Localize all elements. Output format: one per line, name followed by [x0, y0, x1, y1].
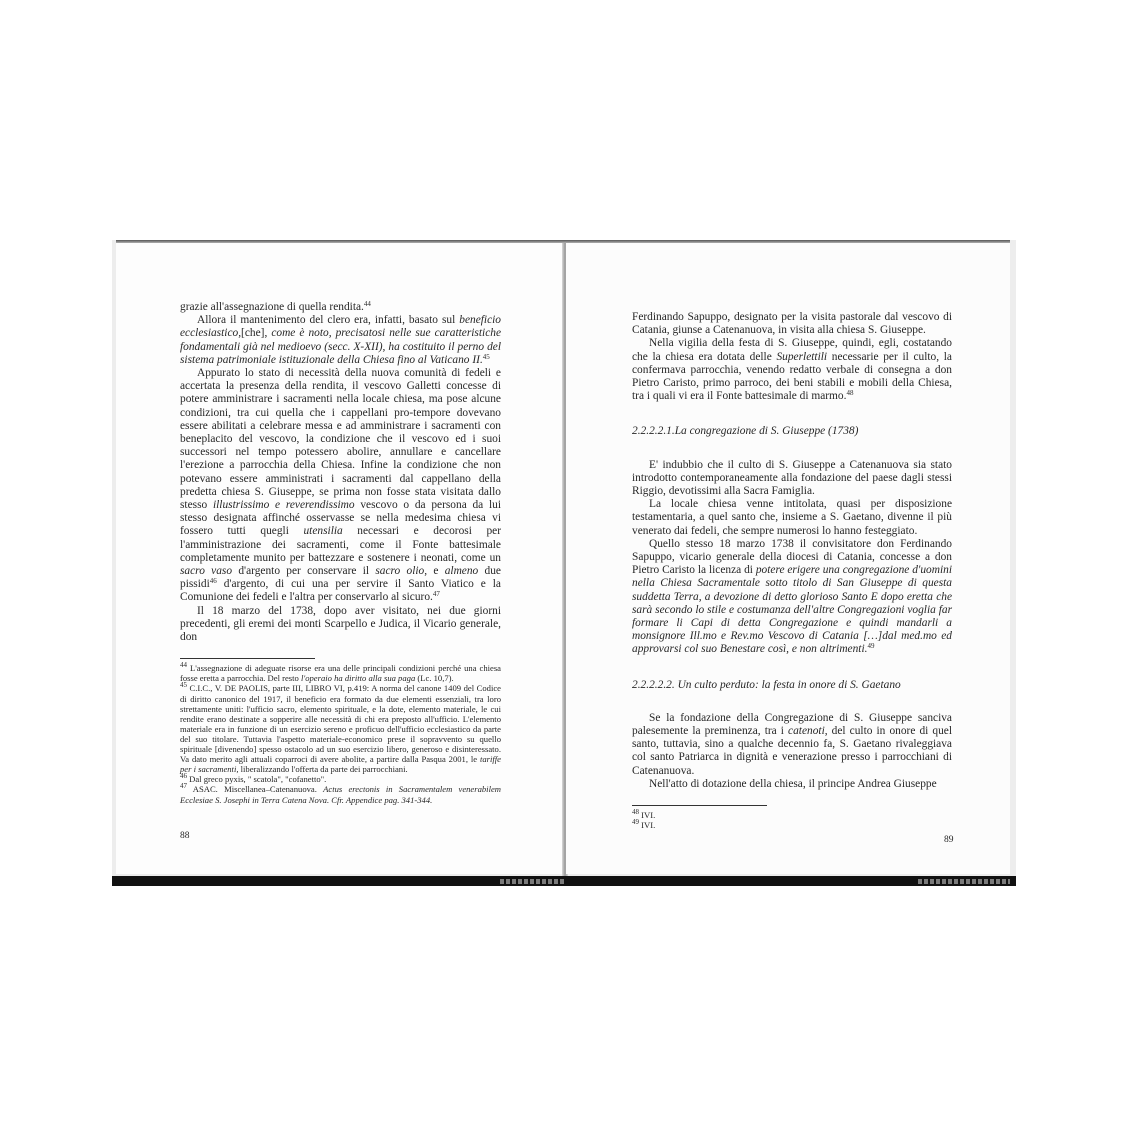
footnote-ref[interactable]: 48: [846, 389, 854, 398]
left-page-text: [180, 301, 501, 805]
footnote: $^{44}$ L'assegnazione di adeguate risorse era una delle principali condizioni perché una chiesa fosse eretta a parrocchia. Del resto l'operaio ha diritto alla sua paga (Lc. 10,7).: [180, 661, 501, 684]
paragraph: Nell'atto di dotazione della chiesa, il principe Andrea Giuseppe: [649, 777, 937, 790]
right-page: [566, 243, 1010, 874]
section-heading: 2.2.2.2.2. Un culto perduto: la festa in onore di S. Gaetano: [632, 678, 901, 691]
paragraph: La locale chiesa venne intitolata, quasi per disposizione testamentaria, a quel santo che, insieme a S. Gaetano, divenne il più venerato dai fedeli, che sempre numerosi lo hanno festeggiato.: [632, 498, 952, 537]
paragraph: Allora il mantenimento del clero era, infatti, basato sul beneficio ecclesiastico,[che], come è noto, precisatosi nelle sue caratteristiche fondamentali già nel medioevo (secc. X-XII), ha costituito il perno del sistema patrimoniale istituzionale della Chiesa fino al Vaticano II.$^{45}$: [180, 314, 502, 366]
footnote-ref[interactable]: 47: [432, 590, 440, 599]
paragraph: Quello stesso 18 marzo 1738 il convisitatore don Ferdinando Sapuppo, vicario generale della diocesi di Catania, concesse a don Pietro Caristo la licenza di potere erigere una congregazione d'uomini nella Chiesa Sacramentale sotto titolo di San Giuseppe di questa suddetta Terra, a devozione di detto glorioso Santo E dopo eretta che sarà secondo lo stile e costumanza dell'altre Congregazioni voglia far formare li Capi di detta Congregazione e quindi mandarli a monsignore Ill.mo e Rev.mo Vescovo di Catania […]dal med.mo ed approvarsi col suo Benestare così, e non altrimenti.$^{49}$: [632, 537, 952, 656]
footnote: $^{48}$ IVI.: [632, 808, 656, 821]
left-page: [116, 243, 565, 874]
footnote: $^{47}$ ASAC. Miscellanea–Catenanuova. Actus erectonis in Sacramentalem venerabilem Ecclesiae S. Josephi in Terra Catena Nova. Cfr. Appendice pag. 341-344.: [180, 782, 501, 805]
scan-edge-marks: [918, 879, 1010, 884]
paragraph: Appurato lo stato di necessità della nuova comunità di fedeli e accertata la presenza della rendita, il vescovo Galletti concesse di potere amministrare i sacramenti nella locale chiesa, ma pose alcune condizioni, tra cui quella che i cappellani pro-tempore dovevano essere abilitati a celebrare messa e ad amministrare i sacramenti con beneplacito del vescovo, la condizione che il vescovo ed i suoi successori nel tempo potessero abolire, annullare e cancellare l'erezione a parrocchia della Chiesa. Infine la condizione che non potevano essere amministrati i sacramenti dal cappellano della predetta chiesa S. Giuseppe, se prima non fosse stata visitata dallo stesso illustrissimo e reverendissimo vescovo o da persona da lui stesso designata affinché osservasse se nella medesima chiesa vi fossero tutti quegli utensilia necessari e decorosi per l'amministrazione dei sacramenti, come il Fonte battesimale completamente munito per battezzare e sostenere i neonati, come un sacro vaso d'argento per conservare il sacro olio, e almeno due pissidi$^{46}$ d'argento, di cui una per servire il Santo Viatico e la Comunione dei fedeli e l'altra per conservarlo al sicuro.$^{47}$: [180, 367, 502, 604]
paragraph: E' indubbio che il culto di S. Giuseppe a Catenanuova sia stato introdotto contemporaneamente alla fondazione del paese dagli stessi Riggio, devotissimi alla Sacra Famiglia.: [632, 458, 952, 498]
footnote-divider: [180, 658, 315, 659]
paragraph: Il 18 marzo del 1738, dopo aver visitato, nei due giorni precedenti, gli eremi dei monti Scarpello e Judica, il Vicario generale, don: [180, 604, 501, 644]
scan-edge-marks: [500, 879, 564, 884]
footnote: $^{45}$ C.I.C., V. DE PAOLIS, parte III, LIBRO VI, p.419: A norma del canone 1409 del Codice di diritto canonico del 1917, il beneficio era formato da due elementi essenziali, tra loro strettamente uniti: l'ufficio sacro, elemento spirituale, e la dote, elemento materiale, le cui rendite erano destinate a sopperire alle necessità di chi era preposto all'ufficio. L'elemento materiale era in funzione di un esercizio sereno e proficuo dell'ufficio ecclesiastico da parte del suo titolare. Tuttavia l'aspetto materiale-economico prese il sopravvento su quello spirituale [divenendo] spesso ostacolo ad un suo esercizio libero, generoso e disinteressato. Va dato merito agli attuali coparroci di avere abolite, a partire dalla Pasqua 2001, le tariffe per i sacramenti, liberalizzando l'offerta da parte dei parrocchiani.: [180, 681, 501, 775]
footnote-divider: [632, 805, 767, 806]
footnote: $^{49}$ IVI.: [632, 818, 656, 831]
footnote: $^{46}$ Dal greco pyxis, " scatola", "cofanetto".: [180, 772, 327, 785]
footnotes: [632, 810, 952, 830]
scan-bottom-edge: [112, 876, 1016, 886]
footnote-ref[interactable]: 46: [209, 577, 217, 586]
right-page-text: [632, 311, 952, 830]
paragraph: Ferdinando Sapuppo, designato per la visita pastorale dal vescovo di Catania, giunse a Catenanuova, in visita alla chiesa S. Giuseppe.: [632, 311, 952, 337]
section-heading: 2.2.2.2.1.La congregazione di S. Giuseppe (1738): [632, 425, 859, 438]
paragraph: Nella vigilia della festa di S. Giuseppe, quindi, egli, costatando che la chiesa era dotata delle Superlettili necessarie per il culto, la confermava parrocchia, venendo redatto verbale di consegna a don Pietro Caristo, primo parroco, dei beni stabili e mobili della Chiesa, tra i quali vi era il Fonte battesimale di marmo.$^{48}$: [632, 337, 952, 403]
footnote-ref[interactable]: 45: [482, 352, 490, 361]
paragraph: Se la fondazione della Congregazione di S. Giuseppe sanciva palesemente la preminenza, tra i catenoti, del culto in onore di quel santo, tuttavia, sino a qualche decennio fa, S. Gaetano rivaleggiava col santo Patriarca in dignità e venerazione presso i parrocchiani di Catenanuova.: [632, 711, 952, 777]
footnotes: [180, 663, 501, 804]
page-number: 89: [944, 835, 954, 845]
footnote-ref[interactable]: 49: [867, 642, 875, 651]
paragraph: grazie all'assegnazione di quella rendita.$^{44}$: [180, 300, 371, 313]
page-number: 88: [180, 831, 190, 841]
footnote-ref[interactable]: 44: [363, 300, 371, 308]
